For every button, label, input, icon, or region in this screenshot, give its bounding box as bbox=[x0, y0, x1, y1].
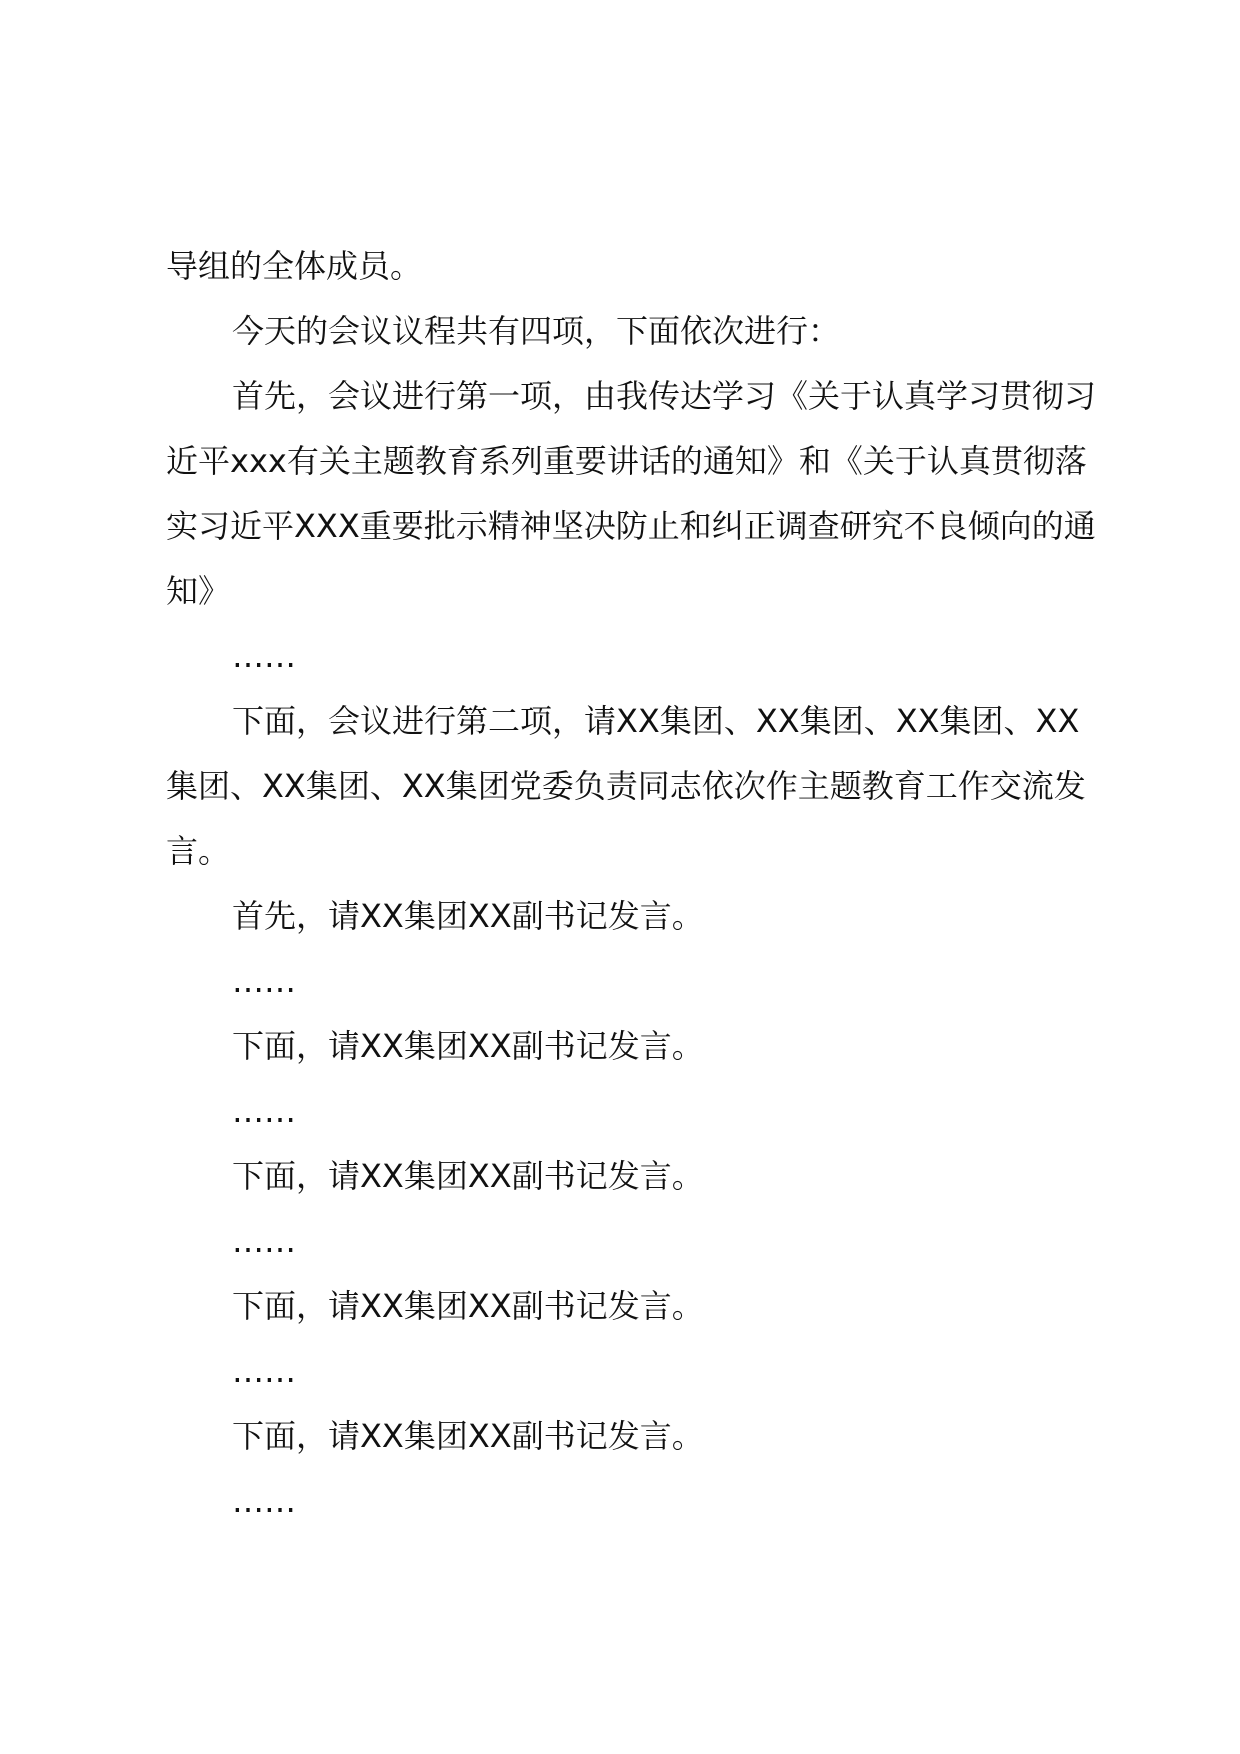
speaker-line: 下面，请XX集团XX副书记发言。 bbox=[232, 1027, 704, 1065]
paragraph-item-one: 首先，会议进行第一项，由我传达学习《关于认真学习贯彻习近平xxx有关主题教育系列重要讲话的通知》和《关于认真贯彻落实习近平XXX重要批示精神坚决防止和纠正调查研究不良倾向的通知》 bbox=[166, 377, 1097, 610]
paragraph-agenda-intro: 今天的会议议程共有四项，下面依次进行： bbox=[232, 312, 841, 350]
ellipsis-line: …… bbox=[232, 962, 296, 1000]
ellipsis-line: …… bbox=[232, 1482, 296, 1520]
ellipsis-line: …… bbox=[232, 637, 296, 675]
paragraph-leadin: 导组的全体成员。 bbox=[166, 247, 423, 285]
speaker-line: 下面，请XX集团XX副书记发言。 bbox=[232, 1157, 704, 1195]
speaker-line: 下面，请XX集团XX副书记发言。 bbox=[232, 1287, 704, 1325]
paragraph-item-two: 下面，会议进行第二项，请XX集团、XX集团、XX集团、XX集团、XX集团、XX集团党委负责同志依次作主题教育工作交流发言。 bbox=[166, 702, 1086, 870]
speaker-line: 下面，请XX集团XX副书记发言。 bbox=[232, 1417, 704, 1455]
speaker-line: 首先，请XX集团XX副书记发言。 bbox=[232, 897, 704, 935]
document-body bbox=[166, 234, 1106, 1534]
ellipsis-line: …… bbox=[232, 1352, 296, 1390]
ellipsis-line: …… bbox=[232, 1092, 296, 1130]
ellipsis-line: …… bbox=[232, 1222, 296, 1260]
